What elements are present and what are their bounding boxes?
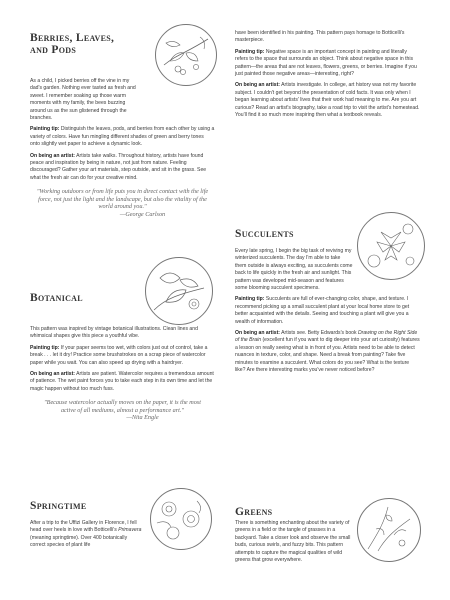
section-botanical: [30, 262, 215, 421]
greens-pattern-illustration: [357, 498, 421, 562]
tip-label: Painting tip:: [235, 48, 265, 55]
section-title-berries: Berries, Leaves, and Pods: [30, 32, 115, 56]
greens-intro: There is something enchanting about the variety of greens in a field or the tangle of grasses in a backyard. Take a closer look and observe the small buds, curious swirls, and fuzzy bits. This pattern attempts to capture the magical qualities of wild greens that grow everywhere.: [235, 520, 351, 564]
springtime-continued: [235, 30, 420, 123]
tip-text: Succulents are full of ever-changing color, shape, and texture. I recommend picking up a small succulent plant at your local home store to get better acquainted with the details. Seeing and touching a plant will give you a wealth of information.: [235, 296, 410, 325]
artist-label: On being an artist:: [235, 82, 280, 89]
section-title-succulents: Succulents: [235, 228, 294, 240]
section-title-greens: Greens: [235, 506, 273, 518]
succulents-artist-note: On being an artist: Artists see. Betty Edwards's book Drawing on the Right Side of the Brain (excellent fun if you want to dig deeper into your art curiosity) features a lesson on really seeing what is in front of you. Artists need to be able to detect nuances in texture, color, and shape. Need a break from painting? Take five minutes to examine a succulent. What colors do you see? What is the texture like? Are there interesting marks you've never noticed before?: [235, 330, 420, 374]
succulents-pattern-illustration: [357, 212, 425, 280]
berries-pattern-illustration: [155, 24, 217, 86]
springtime-artist-note: [235, 82, 420, 119]
springtime-pattern-illustration: [150, 488, 212, 550]
tip-text: Distinguish the leaves, pods, and berries from each other by using a variety of colors. Have fun mingling different shades of green and berry tones onto slightly wet paper to achieve a dynamic look.: [30, 126, 215, 148]
botanical-artist-note: [30, 371, 215, 393]
berries-painting-tip: [30, 126, 215, 148]
tip-label: Painting tip:: [30, 126, 60, 133]
springtime-painting-tip: [235, 49, 420, 79]
berries-quote: "Working outdoors or from life puts you in direct contact with the life force, not just the light and the landscape, but also the vitality of the world around you.": [36, 188, 209, 211]
botanical-intro: This pattern was inspired by vintage botanical illustrations. Clean lines and whimsical shapes give this piece a youthful vibe.: [30, 326, 198, 340]
berries-artist-note: [30, 153, 215, 183]
section-succulents: [235, 222, 420, 379]
section-title-springtime: Springtime: [30, 500, 87, 512]
berries-intro: As a child, I picked berries off the vine in my dad's garden. Nothing ever tasted as fresh and sweet. I remember soaking up those warm moments with my family, the bees buzzing around us as the sun glistened through the branches.: [30, 78, 136, 122]
tip-text: If your paper seems too wet, with colors just out of control, take a break . . . let it dry! Practice some brushstrokes on a scrap piece of watercolor paper while you wait. You can also speed up drying with a hairdryer.: [30, 344, 208, 366]
springtime-intro: After a trip to the Uffizi Gallery in Florence, I fell head over heels in love with Botticelli's Primavera (meaning springtime). Over 400 botanically correct species of plant life: [30, 520, 142, 549]
botanical-quote-attribution: —Nita Engle: [126, 414, 159, 422]
artist-text: Artists take walks. Throughout history, artists have found peace and inspiration by being in nature, not just from nature. Feeling discouraged? Gather your art materials, step outside, and sit in the grass. See what the fresh air can do for your creative mind.: [30, 152, 207, 181]
artist-label: On being an artist:: [30, 152, 75, 159]
tip-text: Negative space is an important concept in painting and literally refers to the space that surrounds an object. Think about negative space in this pattern—the areas that are not leaves, flowers, greens, or berries. Imagine if you just painted those negative areas—interesting, right?: [235, 48, 417, 78]
artist-text: Artists are patient. Watercolor requires a tremendous amount of patience. The wet paint forces you to take each step in its own time and let the magic happen without too much fuss.: [30, 371, 214, 392]
tip-label: Painting tip:: [235, 296, 265, 303]
berries-quote-attribution: —George Carlson: [119, 211, 166, 219]
artist-label: On being an artist:: [235, 330, 280, 337]
section-title-botanical: Botanical: [30, 292, 83, 304]
botanical-pattern-illustration: [145, 257, 213, 325]
artist-text: Artists investigate. In college, art history was not my favorite subject. I couldn't get beyond the presentation of cold facts. It was only when I began learning about artists' lives that their work had meaning to me. Are you art curious? Read an artist's biography, take a road trip to visit the artist's homestead. You'll find it so much more inspiring then what a textbook reveals.: [235, 82, 420, 119]
botanical-quote: "Because watercolor actually moves on the paper, it is the most active of all mediums, almost a performance art.": [44, 399, 201, 414]
section-greens: [235, 498, 420, 568]
tip-label: Painting tip:: [30, 344, 60, 351]
section-springtime: [30, 490, 215, 554]
section-berries: [30, 30, 215, 218]
springtime-continued-text: have been identified in his painting. This pattern pays homage to Botticelli's masterpiece.: [235, 30, 405, 44]
succulents-painting-tip: [235, 296, 420, 326]
botanical-painting-tip: [30, 345, 215, 367]
artist-label: On being an artist:: [30, 371, 75, 378]
succulents-intro: Every late spring, I begin the big task of reviving my winterized succulents. The day I'm able to take them outside is always exciting, as succulents come back to life quickly in the fresh air and sunlight. This pattern was developed mid-season and features some blooming succulent specimens.: [235, 248, 353, 292]
